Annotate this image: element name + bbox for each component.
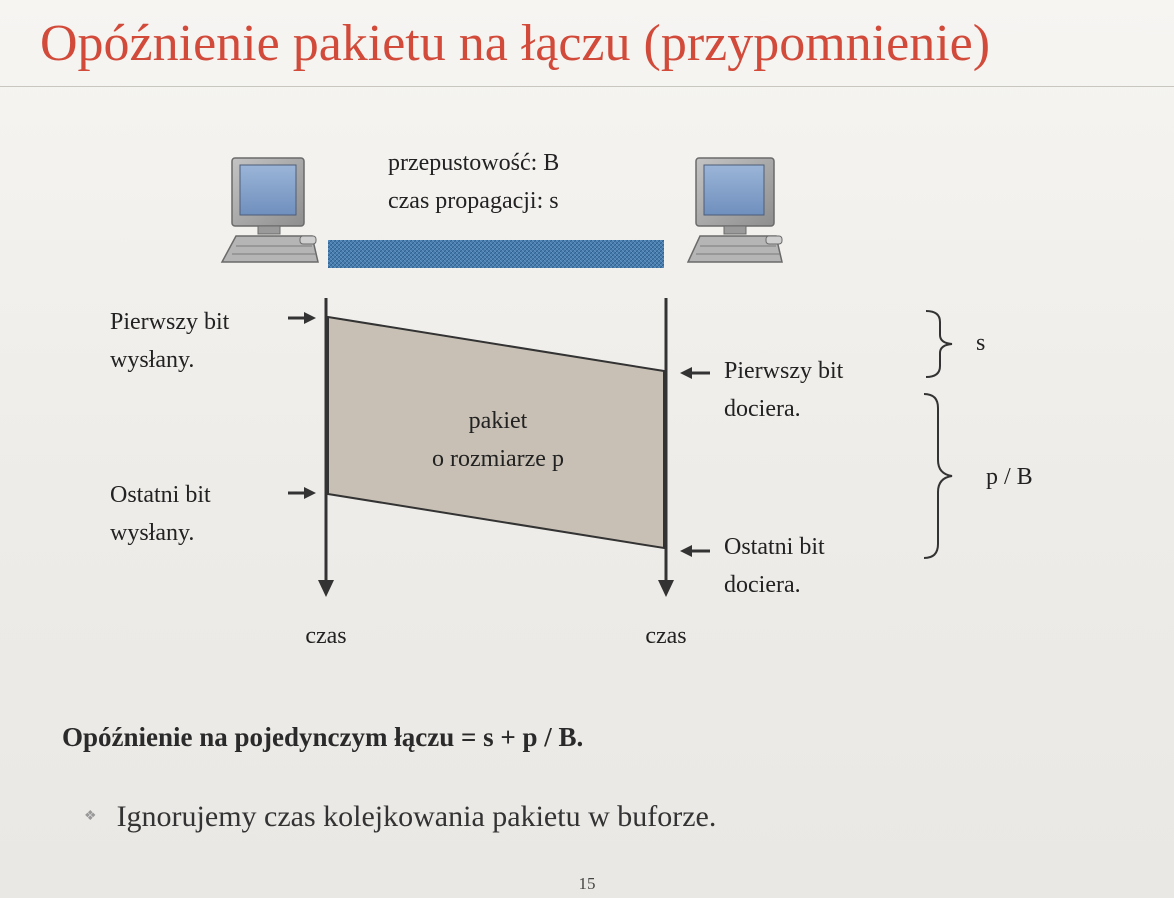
arrow-right-icon [288, 312, 316, 324]
transmission-brace-label: p / B [986, 464, 1033, 490]
bullet-diamond-icon: ❖ [84, 809, 97, 824]
transmission-brace [924, 394, 952, 558]
bandwidth-label: przepustowość: B [388, 150, 560, 176]
first-bit-sent-label-line2: wysłany. [110, 347, 195, 373]
last-bit-arrives-label-line2: dociera. [724, 572, 801, 598]
packet-label-line1: pakiet [468, 408, 528, 434]
arrow-left-icon [680, 545, 710, 557]
receiver-time-label: czas [645, 623, 687, 649]
receiver-axis-arrowhead [658, 580, 674, 597]
last-bit-sent-label-line1: Ostatni bit [110, 482, 211, 508]
propagation-brace-label: s [976, 330, 986, 356]
bullet-text: Ignorujemy czas kolejkowania pakietu w buforze. [116, 800, 717, 833]
propagation-brace [926, 311, 952, 377]
bullet-item [84, 800, 716, 834]
sender-time-label: czas [305, 623, 347, 649]
last-bit-sent-label-line2: wysłany. [110, 520, 195, 546]
first-bit-arrives-label-line2: dociera. [724, 396, 801, 422]
last-bit-arrives-label-line1: Ostatni bit [724, 534, 825, 560]
first-bit-sent-label-line1: Pierwszy bit [110, 309, 230, 335]
arrow-left-icon [680, 367, 710, 379]
packet-label-line2: o rozmiarze p [432, 446, 564, 472]
arrow-right-icon [288, 487, 316, 499]
sender-axis-arrowhead [318, 580, 334, 597]
slide-title: Opóźnienie pakietu na łączu (przypomnienie) [40, 15, 991, 72]
network-link-icon [328, 240, 664, 268]
propagation-time-label: czas propagacji: s [388, 188, 559, 214]
first-bit-arrives-label-line1: Pierwszy bit [724, 358, 844, 384]
page-number: 15 [578, 874, 596, 893]
computer-icon [688, 158, 782, 262]
computer-icon [222, 158, 318, 262]
delay-formula: Opóźnienie na pojedynczym łączu = s + p / B. [62, 722, 584, 752]
